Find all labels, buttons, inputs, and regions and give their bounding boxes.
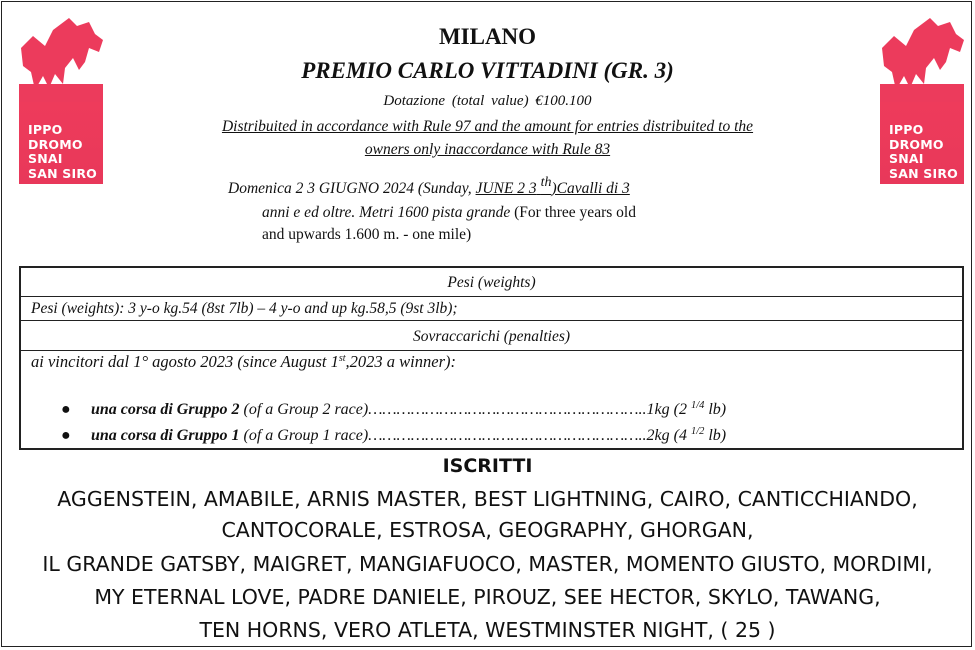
- penalties-body: [21, 351, 962, 448]
- logo-line-2: DROMO: [28, 136, 83, 152]
- logo-line-3: SNAI: [28, 151, 63, 166]
- bullet-icon: ●: [61, 427, 71, 444]
- entries-line-5: TEN HORNS, VERO ATLETA, WESTMINSTER NIGHT, ( 25 ): [199, 618, 776, 642]
- entries-line-2: CANTOCORALE, ESTROSA, GEOGRAPHY, GHORGAN,: [221, 518, 754, 542]
- bullet-icon: ●: [61, 401, 71, 418]
- logo-line-4: SAN SIRO: [889, 165, 958, 181]
- logo-line-3: SNAI: [889, 151, 924, 166]
- conditions-italian: anni e ed oltre. Metri 1600 pista grande: [262, 204, 511, 221]
- date-prefix: Domenica 2 3 GIUGNO 2024 (Sunday,: [228, 180, 476, 197]
- rule-note-line-2: owners only inaccordance with Rule 83: [364, 141, 611, 158]
- conditions-english: (For three years old: [510, 204, 636, 221]
- conditions-line-1: [262, 204, 636, 222]
- entries-line-4: MY ETERNAL LOVE, PADRE DANIELE, PIROUZ, SEE HECTOR, SKYLO, TAWANG,: [94, 585, 881, 609]
- rule-note-line-1: Distribuited in accordance with Rule 97 and the amount for entries distribuited to the: [221, 118, 754, 135]
- weights-text: Pesi (weights): 3 y-o kg.54 (8st 7lb) – 4 y-o and up kg.58,5 (9st 3lb);: [21, 297, 962, 321]
- logo-line-4: SAN SIRO: [28, 165, 97, 181]
- penalty-group-2: ● una corsa di Gruppo 2 (of a Group 2 race)…………………………………………………..1kg (2 $^{1/4}$ lb): [61, 400, 727, 418]
- penalties-header: Sovraccarichi (penalties): [21, 321, 962, 351]
- weights-header: Pesi (weights): [21, 268, 962, 297]
- race-date: [228, 175, 630, 198]
- date-suffix: )Cavalli di 3: [551, 180, 630, 197]
- date-english: JUNE 2 3 th)Cavalli di 3: [475, 175, 630, 197]
- entries-line-1: AGGENSTEIN, AMABILE, ARNIS MASTER, BEST LIGHTNING, CAIRO, CANTICCHIANDO,: [57, 487, 918, 511]
- penalties-intro: ai vincitori dal 1° agosto 2023 (since August 1st,2023 a winner):: [31, 352, 456, 371]
- weights-table: [19, 266, 964, 450]
- logo-line-1: IPPO: [889, 122, 924, 137]
- conditions-line-2: and upwards 1.600 m. - one mile): [262, 226, 472, 243]
- race-title: PREMIO CARLO VITTADINI (GR. 3): [301, 58, 674, 83]
- date-suffix-sup: th: [540, 175, 552, 190]
- total-value: Dotazione (total value) €100.100: [383, 93, 592, 109]
- logo-line-2: DROMO: [889, 136, 944, 152]
- penalty-group-1: ● una corsa di Gruppo 1 (of a Group 1 race)…………………………………………………..2kg (4 $^{1/2}$ lb): [61, 426, 727, 444]
- entries-title: ISCRITTI: [442, 455, 533, 477]
- city-title: MILANO: [438, 24, 537, 49]
- logo-line-1: IPPO: [28, 122, 63, 137]
- entries-line-3: IL GRANDE GATSBY, MAIGRET, MANGIAFUOCO, MASTER, MOMENTO GIUSTO, MORDIMI,: [42, 552, 933, 576]
